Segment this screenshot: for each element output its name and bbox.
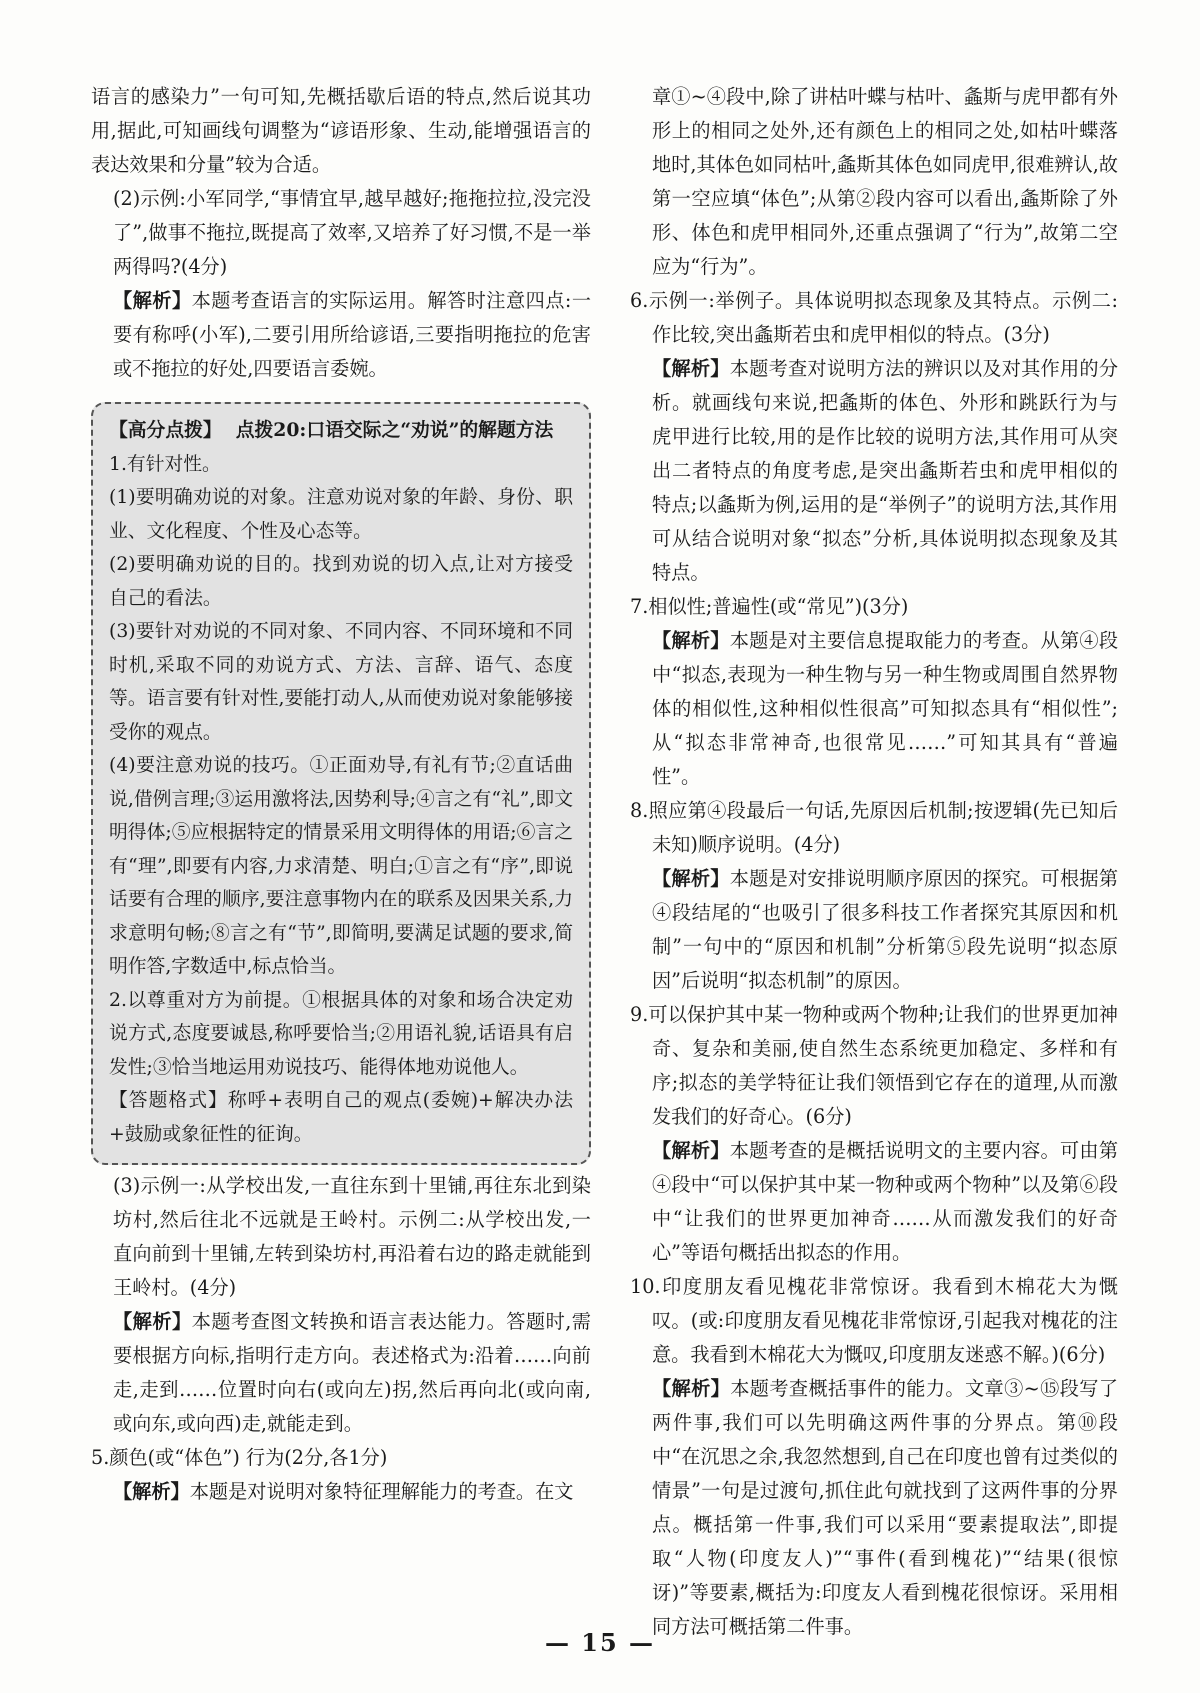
analysis-tag: 【解析】 xyxy=(652,629,730,652)
analysis-tag: 【解析】 xyxy=(652,1139,730,1162)
analysis-text: 本题考查对说明方法的辨识以及对其作用的分析。就画线句来说,把螽斯的体色、外形和跳跃行为与虎甲进行比较,用的是作比较的说明方法,其作用可从突出二者特点的角度考虑,是突出螽斯若虫和虎甲相似的特点;以螽斯为例,运用的是“举例子”的说明方法,其作用可从结合说明对象“拟态”分析,具体说明拟态现象及其特点。 xyxy=(652,357,1119,584)
tip-box xyxy=(91,402,591,1165)
answer-10: 10.印度朋友看见槐花非常惊讶。我看到木棉花大为慨叹。(或:印度朋友看见槐花非常惊讶,引起我对槐花的注意。我看到木棉花大为慨叹,印度朋友迷惑不解。)(6分) xyxy=(630,1275,1118,1366)
analysis-text: 本题考查语言的实际运用。解答时注意四点:一要有称呼(小军),二要引用所给谚语,三要指明拖拉的危害或不拖拉的好处,四要语言委婉。 xyxy=(113,289,592,380)
answer-6-analysis xyxy=(630,352,1118,590)
page-number: — 15 — xyxy=(544,1628,656,1657)
analysis-tag: 【解析】 xyxy=(113,289,192,312)
tip-format xyxy=(109,1084,573,1151)
tip-line: 1.有针对性。 xyxy=(109,453,221,475)
tip-line: (1)要明确劝说的对象。注意劝说对象的年龄、身份、职业、文化程度、个性及心态等。 xyxy=(109,487,573,542)
right-column xyxy=(630,80,1118,1644)
tip-line: 2.以尊重对方为前提。①根据具体的对象和场合决定劝说方式,态度要诚恳,称呼要恰当;②用语礼貌,话语具有启发性;③恰当地运用劝说技巧、能得体地劝说他人。 xyxy=(109,989,573,1078)
answer-5-analysis-cont: 章①~④段中,除了讲枯叶蝶与枯叶、螽斯与虎甲都有外形上的相同之处外,还有颜色上的相同之处,如枯叶蝶落地时,其体色如同枯叶,螽斯其体色如同虎甲,很难辨认,故第一空应填“体色”;从第②段内容可以看出,螽斯除了外形、体色和虎甲相同外,还重点强调了“行为”,故第二空应为“行为”。 xyxy=(652,85,1118,278)
left-column xyxy=(91,80,591,1509)
analysis-tag: 【解析】 xyxy=(113,1310,192,1333)
answer-7: 7.相似性;普遍性(或“常见”)(3分) xyxy=(630,595,909,618)
analysis-text: 本题是对主要信息提取能力的考查。从第④段中“拟态,表现为一种生物与另一种生物或周围自然界物体的相似性,这种相似性很高”可知拟态具有“相似性”;从“拟态非常神奇,也很常见……”可知其具有“普遍性”。 xyxy=(652,629,1119,788)
tip-box-title xyxy=(109,414,573,448)
answer-6: 6.示例一:举例子。具体说明拟态现象及其特点。示例二:作比较,突出螽斯若虫和虎甲相似的特点。(3分) xyxy=(630,289,1118,346)
left-paragraph-1: 语言的感染力”一句可知,先概括歇后语的特点,然后说其功用,据此,可知画线句调整为“谚语形象、生动,能增强语言的表达效果和分量”较为合适。 xyxy=(91,85,591,176)
analysis-text: 本题考查概括事件的能力。文章③~⑮段写了两件事,我们可以先明确这两件事的分界点。第⑩段中“在沉思之余,我忽然想到,自己在印度也曾有过类似的情景”一句是过渡句,抓住此句就找到了这两件事的分界点。概括第一件事,我们可以采用“要素提取法”,即提取“人物(印度友人)”“事件(看到槐花)”“结果(很惊讶)”等要素,概括为:印度友人看到槐花很惊讶。采用相同方法可概括第二件事。 xyxy=(652,1377,1119,1638)
tip-line: (2)要明确劝说的目的。找到劝说的切入点,让对方接受自己的看法。 xyxy=(109,554,573,609)
analysis-tag: 【解析】 xyxy=(652,357,730,380)
analysis-text: 本题考查的是概括说明文的主要内容。可由第④段中“可以保护其中某一物种或两个物种”以及第⑥段中“让我们的世界更加神奇……从而激发我们的好奇心”等语句概括出拟态的作用。 xyxy=(652,1139,1119,1264)
answer-3-analysis xyxy=(91,1305,591,1441)
tip-line: (4)要注意劝说的技巧。①正面劝导,有礼有节;②直话曲说,借例言理;③运用激将法,因势利导;④言之有“礼”,即文明得体;⑤应根据特定的情景采用文明得体的用语;⑥言之有“理”,即要有内容,力求清楚、明白;①言之有“序”,即说话要有合理的顺序,要注意事物内在的联系及因果关系,力求意明句畅;⑧言之有“节”,即简明,要满足试题的要求,简明作答,字数适中,标点恰当。 xyxy=(109,755,573,977)
answer-5-analysis xyxy=(91,1475,591,1509)
analysis-text: 本题考查图文转换和语言表达能力。答题时,需要根据方向标,指明行走方向。表述格式为:沿着……向前走,走到……位置时向右(或向左)拐,然后再向北(或向南,或向东,或向西)走,就能走到。 xyxy=(113,1310,591,1435)
analysis-text: 本题是对说明对象特征理解能力的考查。在文 xyxy=(189,1480,574,1503)
answer-9-analysis xyxy=(630,1134,1118,1270)
answer-10-analysis xyxy=(630,1372,1118,1644)
answer-7-analysis xyxy=(630,624,1118,794)
tip-box-heading: 点拨20:口语交际之“劝说”的解题方法 xyxy=(235,419,554,441)
tip-format-tag: 【答题格式】 xyxy=(109,1090,228,1111)
tip-box-tag: 【高分点拨】 xyxy=(109,419,222,441)
analysis-tag: 【解析】 xyxy=(113,1480,190,1503)
answer-9: 9.可以保护其中某一物种或两个物种;让我们的世界更加神奇、复杂和美丽,使自然生态系统更加稳定、多样和有序;拟态的美学特征让我们领悟到它存在的道理,从而激发我们的好奇心。(6分) xyxy=(630,1003,1118,1128)
tip-line: (3)要针对劝说的不同对象、不同内容、不同环境和不同时机,采取不同的劝说方式、方法、言辞、语气、态度等。语言要有针对性,要能打动人,从而使劝说对象能够接受你的观点。 xyxy=(109,621,573,743)
answer-8-analysis xyxy=(630,862,1118,998)
answer-3-example: (3)示例一:从学校出发,一直往东到十里铺,再往东北到染坊村,然后往北不远就是王岭村。示例二:从学校出发,一直向前到十里铺,左转到染坊村,再沿着右边的路走就能到王岭村。(4分) xyxy=(113,1174,591,1299)
answer-2-analysis xyxy=(91,284,591,386)
answer-5: 5.颜色(或“体色”) 行为(2分,各1分) xyxy=(91,1446,388,1469)
answer-2-example: (2)示例:小军同学,“事情宜早,越早越好;拖拖拉拉,没完没了”,做事不拖拉,既提高了效率,又培养了好习惯,不是一举两得吗?(4分) xyxy=(113,187,591,278)
answer-8: 8.照应第④段最后一句话,先原因后机制;按逻辑(先已知后未知)顺序说明。(4分) xyxy=(630,799,1118,856)
tip-format-text: 称呼+表明自己的观点(委婉)+解决办法+鼓励或象征性的征询。 xyxy=(109,1090,573,1145)
analysis-tag: 【解析】 xyxy=(652,867,730,890)
analysis-tag: 【解析】 xyxy=(652,1377,731,1400)
analysis-text: 本题是对安排说明顺序原因的探究。可根据第④段结尾的“也吸引了很多科技工作者探究其原因和机制”一句中的“原因和机制”分析第⑤段先说明“拟态原因”后说明“拟态机制”的原因。 xyxy=(652,867,1119,992)
